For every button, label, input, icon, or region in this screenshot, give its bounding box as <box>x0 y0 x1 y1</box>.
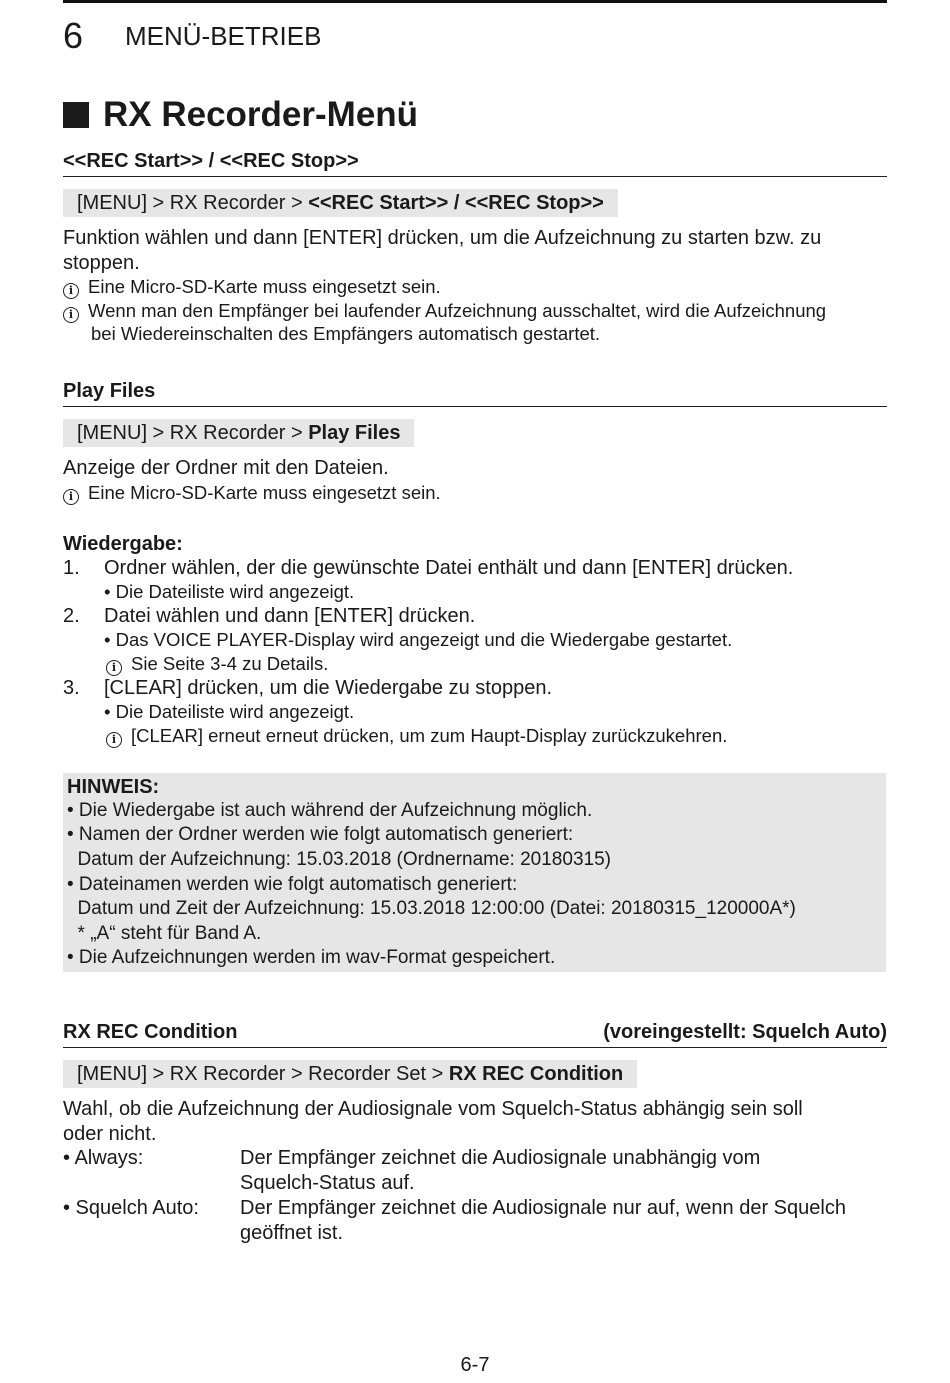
info-icon: i <box>106 732 122 748</box>
hint-line: • Die Aufzeichnungen werden im wav-Format gespeichert. <box>67 947 556 968</box>
play-note-sd <box>63 481 441 505</box>
menu-path-item: Play Files <box>308 422 401 444</box>
option-text-line: Der Empfänger zeichnet die Audiosignale unabhängig vom <box>240 1147 761 1169</box>
hint-line: • Namen der Ordner werden wie folgt automatisch generiert: <box>67 824 574 845</box>
step-bullet: • Das VOICE PLAYER-Display wird angezeigt und die Wiedergabe gestartet. <box>104 629 733 650</box>
option-text <box>240 1196 890 1245</box>
option-text-line: Der Empfänger zeichnet die Audiosignale nur auf, wenn der Squelch <box>240 1197 846 1219</box>
step-info <box>106 652 328 676</box>
menu-path-play <box>63 419 414 447</box>
condition-description-line: Wahl, ob die Aufzeichnung der Audiosignale vom Squelch-Status abhängig sein soll <box>63 1098 803 1120</box>
rec-description <box>63 226 893 275</box>
info-icon: i <box>106 660 122 676</box>
page-number: 6-7 <box>460 1354 490 1376</box>
menu-path-item: RX REC Condition <box>448 1063 624 1085</box>
menu-path-rec <box>63 189 618 217</box>
menu-path-item: <<REC Start>> / <<REC Stop>> <box>308 192 604 214</box>
step-text: Ordner wählen, der die gewünschte Datei enthält und dann [ENTER] drücken. <box>104 557 794 579</box>
play-description: Anzeige der Ordner mit den Dateien. <box>63 457 389 479</box>
page-title <box>63 93 418 137</box>
info-icon: i <box>63 283 79 299</box>
rec-note-autostart-cont: bei Wiedereinschalten des Empfängers automatisch gestartet. <box>91 323 601 344</box>
note-text: Eine Micro-SD-Karte muss eingesetzt sein. <box>88 482 441 503</box>
note-text: Sie Seite 3-4 zu Details. <box>131 653 329 674</box>
step-text: Datei wählen und dann [ENTER] drücken. <box>104 605 476 627</box>
option-label: • Squelch Auto: <box>63 1197 199 1219</box>
step-number: 2. <box>63 605 80 627</box>
chapter-title: MENÜ-BETRIEB <box>125 21 322 51</box>
rec-note-autostart <box>63 299 826 323</box>
step-info <box>106 724 727 748</box>
step-bullet: • Die Dateiliste wird angezeigt. <box>104 701 355 722</box>
info-icon: i <box>63 489 79 505</box>
menu-path-prefix: [MENU] > RX Recorder > <box>77 192 309 214</box>
option-label: • Always: <box>63 1147 144 1169</box>
hint-line: Datum und Zeit der Aufzeichnung: 15.03.2018 12:00:00 (Datei: 20180315_120000A*) <box>67 898 796 919</box>
chapter-number: 6 <box>63 15 84 56</box>
menu-path-prefix: [MENU] > RX Recorder > <box>77 422 309 444</box>
note-text: Eine Micro-SD-Karte muss eingesetzt sein. <box>88 276 441 297</box>
step-number: 3. <box>63 677 80 699</box>
note-text: [CLEAR] erneut erneut drücken, um zum Haupt-Display zurückzukehren. <box>131 725 728 746</box>
rec-description-line: stoppen. <box>63 251 140 274</box>
square-bullet-icon <box>63 102 89 128</box>
header-rule <box>63 0 887 3</box>
hint-line: • Die Wiedergabe ist auch während der Aufzeichnung möglich. <box>67 800 593 821</box>
hint-line: Datum der Aufzeichnung: 15.03.2018 (Ordnername: 20180315) <box>67 849 611 870</box>
condition-default: (voreingestellt: Squelch Auto) <box>603 1021 887 1043</box>
condition-description-line: oder nicht. <box>63 1122 157 1145</box>
condition-description <box>63 1097 893 1146</box>
option-text <box>240 1146 890 1195</box>
section-heading-rec: <<REC Start>> / <<REC Stop>> <box>63 148 887 177</box>
option-text-line: Squelch-Status auf. <box>240 1171 415 1194</box>
note-text: Wenn man den Empfänger bei laufender Aufzeichnung ausschaltet, wird die Aufzeichnung <box>88 300 827 321</box>
section-heading-play: Play Files <box>63 378 887 407</box>
step-text: [CLEAR] drücken, um die Wiedergabe zu stoppen. <box>104 677 553 699</box>
menu-path-prefix: [MENU] > RX Recorder > Recorder Set > <box>77 1063 449 1085</box>
hint-title: HINWEIS: <box>67 776 160 798</box>
menu-path-condition <box>63 1060 637 1088</box>
section-heading-condition <box>63 1019 887 1048</box>
page-title-text: RX Recorder-Menü <box>103 95 419 134</box>
hint-line: • Dateinamen werden wie folgt automatisch generiert: <box>67 874 518 895</box>
hint-box <box>63 773 886 972</box>
playback-heading: Wiedergabe: <box>63 533 183 555</box>
step-bullet: • Die Dateiliste wird angezeigt. <box>104 581 355 602</box>
hint-line: * „A“ steht für Band A. <box>67 923 262 944</box>
step-number: 1. <box>63 557 80 579</box>
info-icon: i <box>63 307 79 323</box>
condition-title: RX REC Condition <box>63 1021 238 1043</box>
option-text-line: geöffnet ist. <box>240 1221 344 1244</box>
rec-note-sd <box>63 275 441 299</box>
rec-description-line: Funktion wählen und dann [ENTER] drücken, um die Aufzeichnung zu starten bzw. zu <box>63 227 822 249</box>
